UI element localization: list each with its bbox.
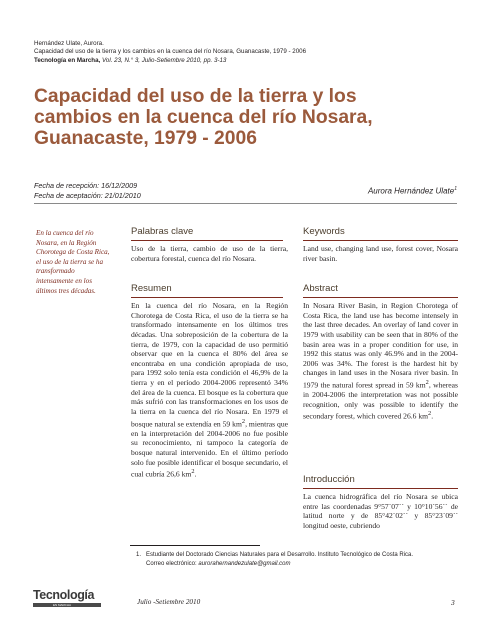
resumen-text-mid: , mientras que en la interpretación del 2004-2006 no fue posible su reconocimiento, ni tampoco la categoría de bosque natural intervenido. En el último período solo fue posible identificar el bosque secundario, el cual cubría 26,6 km: [131, 419, 288, 479]
footer-issue-date: Julio -Setiembre 2010: [137, 598, 201, 606]
abstract-text-mid: , whereas in 2004-2006 the interpretation was not possible recognition, only was possible to identify the secondary forest, which covered 26.6 km: [303, 380, 458, 421]
abstract-text-end: .: [431, 411, 434, 421]
resumen-text-main: En la cuenca del río Nosara, en la Región Chorotega de Costa Rica, el uso de la tierra se ha transformado intensamente en los últimos tres décadas. Una sobreposición de la cobertura de la tierra, de 1979, con la capacidad de uso permitió observar que en la cuenca el 80% del área se encontraba en una condición apropiada de uso, para 1992 solo tenía esta condición el 46,9% de la tierra y en el período 2004-2006 representó 34% del área de la cuenca. El bosque es la cobertura que más sufrió con las transformaciones en los usos de la tierra en la cuenca del río Nosara. En 1979 el bosque natural se extendía en 59 km: [131, 301, 288, 429]
submission-dates: [34, 181, 141, 201]
footnote-email-label: Correo electrónico:: [146, 560, 197, 567]
introduccion-underline: [303, 488, 458, 489]
accepted-date: Fecha de aceptación: 21/01/2010: [34, 191, 141, 200]
journal-logo: [33, 588, 105, 610]
abstract-heading: Abstract: [303, 283, 338, 294]
introduccion-heading: Introducción: [303, 474, 355, 485]
footnote-divider: [130, 545, 260, 546]
resumen-unit-sup-2: 2: [191, 468, 195, 476]
title-line-3: Guanacaste, 1979 - 2006: [34, 128, 257, 149]
footnote-text: Estudiante del Doctorado Ciencias Naturales para el Desarrollo. Instituto Tecnológico de Costa Rica.: [146, 552, 414, 558]
abstract-text-main: In Nosara River Basin, in Region Chorotega of Costa Rica, the land use has become intensely in the last three decades. An overlay of land cover in 1979 with usability can be seen that in 80% of the basin area was in a proper condition for use, in 1992 this status was only 46.9% and in the 2004-2006 was 34%. The forest is the hardest hit by changes in land uses in the Nosara river basin. In 1979 the natural forest spread in 59 km: [303, 301, 458, 390]
title-line-1: Capacidad del uso de la tierra y los: [34, 86, 357, 107]
introduccion-text: La cuenca hidrográfica del río Nosara se ubica entre las coordenadas 9°57´07´´ y 10°10´56´´ de latitud norte y de 85°42´02´´ y 85°23´09´´ longitud oeste, cubriendo: [303, 492, 458, 530]
citation-details: Vol. 23, N.° 3, Julio-Setiembre 2010, pp. 3-13: [101, 56, 227, 64]
received-date: Fecha de recepción: 16/12/2009: [34, 181, 138, 190]
author-name: Aurora Hernández Ulate: [367, 186, 455, 196]
citation-journal-line: [34, 57, 464, 65]
title-line-2: cambios en la cuenca del río Nosara,: [34, 107, 373, 128]
side-pull-quote: En la cuenca del río Nosara, en la Región Chorotega de Costa Rica, el uso de la tierra se ha transformado intensamente en los últimos tres décadas.: [36, 229, 110, 295]
resumen-heading: Resumen: [131, 283, 172, 294]
abstract-unit-sup-1: 2: [425, 379, 429, 386]
keywords-heading: Keywords: [303, 226, 345, 237]
palabras-clave-heading: Palabras clave: [131, 226, 194, 237]
journal-logo-subtext: EN MARCHA: [53, 603, 72, 607]
resumen-text: [131, 301, 288, 479]
header-divider: [34, 203, 457, 204]
footnote: [136, 551, 458, 568]
footnote-line-1: [136, 551, 458, 560]
citation-title: Capacidad del uso de la tierra y los cambios en la cuenca del río Nosara, Guanacaste, 1979 - 2006: [34, 48, 307, 56]
citation-author: Hernández Ulate, Aurora.: [34, 40, 104, 47]
abstract-text: [303, 301, 458, 422]
abstract-underline: [303, 297, 458, 298]
citation-journal: Tecnología en Marcha,: [34, 56, 101, 64]
abstract-unit-sup-2: 2: [428, 410, 432, 418]
author-footnote-mark: 1: [454, 186, 457, 192]
resumen-text-end: .: [194, 469, 197, 479]
resumen-underline: [131, 297, 283, 298]
citation-block: [34, 40, 464, 65]
resumen-unit-sup-1: 2: [241, 417, 246, 425]
journal-logo-text: Tecnología: [33, 588, 95, 602]
page-number: 3: [451, 598, 455, 607]
footnote-number: 1.: [136, 552, 142, 558]
footnote-line-2: [136, 560, 458, 569]
article-title: [34, 86, 454, 149]
keywords-underline: [303, 240, 458, 241]
footnote-email-link[interactable]: aurorahernandezulate@gmail.com: [198, 560, 291, 567]
palabras-clave-underline: [131, 240, 283, 241]
palabras-clave-text: Uso de la tierra, cambio de uso de la tierra, cobertura forestal, cuenca del río Nosara.: [131, 244, 288, 263]
author: [368, 186, 457, 196]
keywords-text: Land use, changing land use, forest cover, Nosara river basin.: [303, 244, 458, 263]
